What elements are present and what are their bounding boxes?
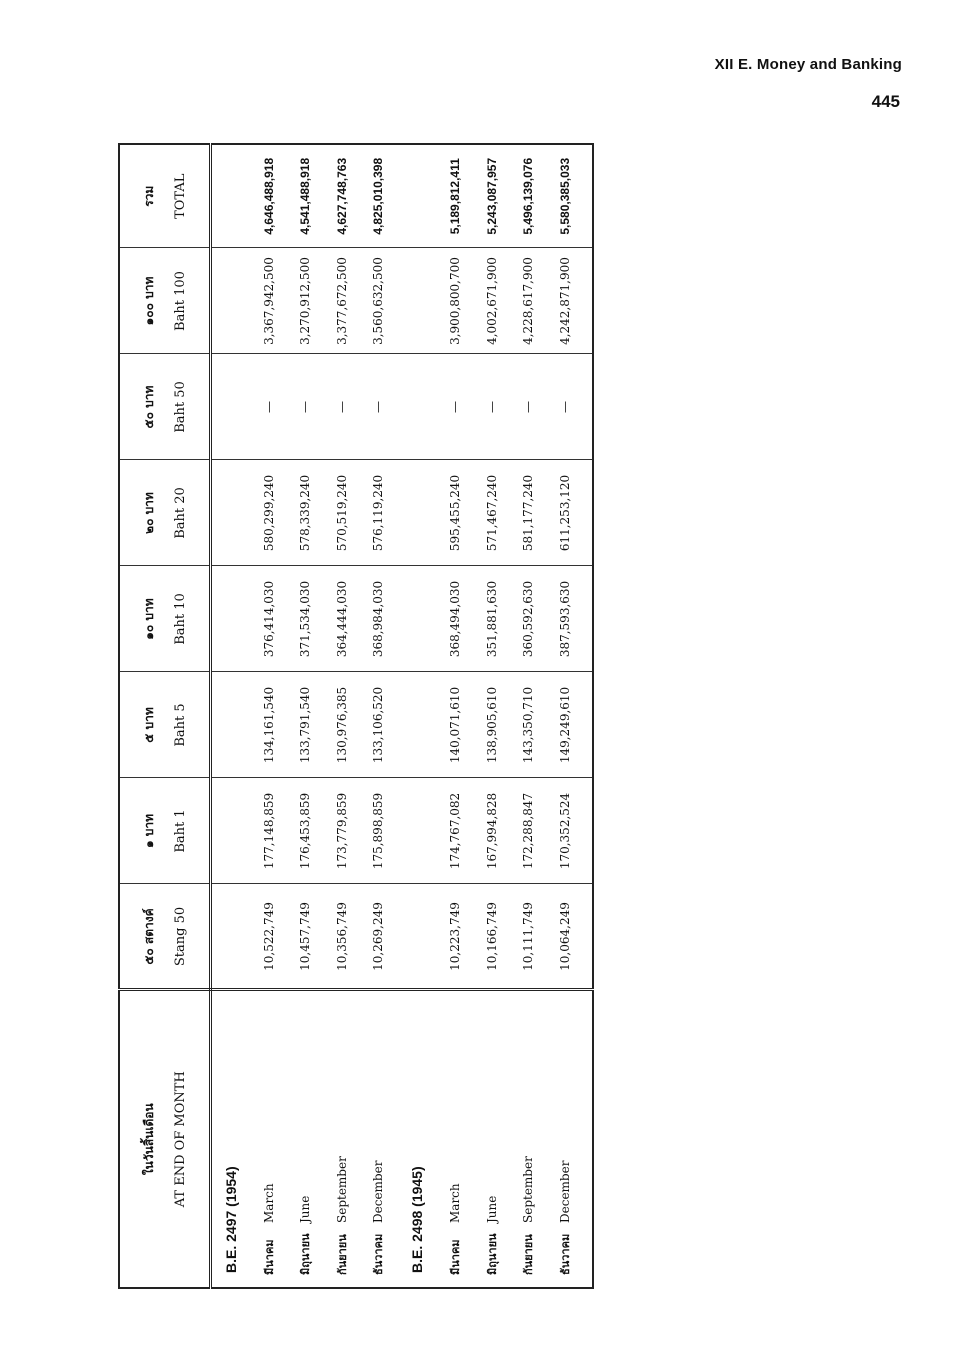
cell-baht10: 351,881,630 [473, 566, 509, 672]
cell-baht10: 368,984,030 [360, 566, 396, 672]
header-thai: ๒๐ บาท [142, 492, 157, 534]
cell-baht5: 133,791,540 [287, 672, 323, 778]
table-row [324, 144, 360, 1288]
cell-stang50: 10,522,749 [251, 884, 287, 990]
month-en: September [521, 1156, 536, 1223]
month-en: December [371, 1160, 386, 1223]
cell-total: 5,580,385,033 [557, 157, 572, 235]
table-row [473, 144, 509, 1288]
cell-baht1: 176,453,859 [287, 778, 323, 884]
header-en: Baht 5 [173, 703, 189, 747]
cell-baht50: — [546, 354, 582, 460]
cell-total: 4,646,488,918 [261, 157, 276, 235]
cell-baht5: 133,106,520 [360, 672, 396, 778]
year-row [210, 144, 251, 1288]
cell-baht100: 4,228,617,900 [510, 248, 546, 354]
month-thai: ธันวาคม [372, 1233, 386, 1275]
header-thai: รวม [142, 185, 157, 207]
cell-baht5: 138,905,610 [473, 672, 509, 778]
cell-stang50: 10,111,749 [510, 884, 546, 990]
cell-baht10: 364,444,030 [324, 566, 360, 672]
header-thai: ๕๐ บาท [142, 385, 157, 429]
cell-baht50: — [287, 354, 323, 460]
header-cell [119, 566, 210, 672]
month-en: June [484, 1195, 499, 1223]
cell-baht10: 376,414,030 [251, 566, 287, 672]
table-row [360, 144, 396, 1288]
month-thai: กันยายน [335, 1234, 349, 1275]
cell-baht20: 576,119,240 [360, 460, 396, 566]
cell-baht1: 172,288,847 [510, 778, 546, 884]
header-cell [119, 460, 210, 566]
header-thai: ๑๐๐ บาท [142, 276, 157, 326]
cell-baht1: 174,767,082 [437, 778, 473, 884]
cell-baht10: 371,534,030 [287, 566, 323, 672]
cell-baht1: 167,994,828 [473, 778, 509, 884]
year-row [396, 144, 437, 1288]
header-cell [119, 672, 210, 778]
section-title: XII E. Money and Banking [714, 56, 902, 73]
cell-baht1: 173,779,859 [324, 778, 360, 884]
cell-total: 4,627,748,763 [334, 157, 349, 235]
cell-baht10: 368,494,030 [437, 566, 473, 672]
cell-baht5: 134,161,540 [251, 672, 287, 778]
month-thai: มิถุนายน [299, 1233, 313, 1275]
page-number: 445 [871, 92, 900, 111]
cell-baht50: — [510, 354, 546, 460]
table-bottom-spacer [583, 144, 593, 1288]
table-row [251, 144, 287, 1288]
cell-baht50: — [360, 354, 396, 460]
header-cell [119, 248, 210, 354]
header-thai: ๕ บาท [142, 707, 157, 743]
header-cell [119, 144, 210, 248]
header-cell [119, 354, 210, 460]
header-en: Baht 50 [173, 381, 189, 433]
cell-total: 4,825,010,398 [371, 157, 386, 235]
cell-baht1: 175,898,859 [360, 778, 396, 884]
month-thai: มิถุนายน [485, 1233, 499, 1275]
header-thai: ๑ บาท [142, 813, 157, 849]
cell-stang50: 10,356,749 [324, 884, 360, 990]
cell-baht100: 3,377,672,500 [324, 248, 360, 354]
header-en: Baht 100 [173, 271, 189, 331]
header-thai: ในวันสิ้นเดือน [142, 1103, 157, 1176]
cell-stang50: 10,064,249 [546, 884, 582, 990]
cell-baht50: — [324, 354, 360, 460]
cell-baht100: 4,242,871,900 [546, 248, 582, 354]
header-row [119, 144, 210, 1288]
cell-baht20: 571,467,240 [473, 460, 509, 566]
cell-baht20: 581,177,240 [510, 460, 546, 566]
cell-baht5: 149,249,610 [546, 672, 582, 778]
header-en: Stang 50 [173, 906, 189, 967]
header-en: AT END OF MONTH [173, 1071, 189, 1208]
header-thai: ๕๐ สตางค์ [142, 908, 157, 965]
cell-baht100: 3,367,942,500 [251, 248, 287, 354]
cell-stang50: 10,223,749 [437, 884, 473, 990]
cell-baht10: 360,592,630 [510, 566, 546, 672]
month-en: March [448, 1183, 463, 1223]
month-thai: ธันวาคม [558, 1233, 572, 1275]
table-row [287, 144, 323, 1288]
cell-stang50: 10,166,749 [473, 884, 509, 990]
cell-baht50: — [437, 354, 473, 460]
cell-stang50: 10,269,249 [360, 884, 396, 990]
rotated-table-container [118, 145, 594, 1289]
cell-total: 4,541,488,918 [298, 157, 313, 235]
month-en: March [261, 1183, 276, 1223]
table-row [510, 144, 546, 1288]
cell-stang50: 10,457,749 [287, 884, 323, 990]
month-thai: กันยายน [522, 1234, 536, 1275]
header-en: TOTAL [173, 173, 189, 219]
table-row [437, 144, 473, 1288]
cell-baht5: 130,976,385 [324, 672, 360, 778]
month-en: September [334, 1156, 349, 1223]
cell-baht50: — [473, 354, 509, 460]
cell-total: 5,496,139,076 [521, 157, 536, 235]
header-en: Baht 1 [173, 809, 189, 853]
cell-baht100: 3,560,632,500 [360, 248, 396, 354]
cell-baht20: 570,519,240 [324, 460, 360, 566]
cell-baht50: — [251, 354, 287, 460]
cell-baht20: 611,253,120 [546, 460, 582, 566]
cell-baht100: 3,900,800,700 [437, 248, 473, 354]
month-en: December [557, 1160, 572, 1223]
table-row [546, 144, 582, 1288]
header-cell [119, 778, 210, 884]
cell-baht20: 595,455,240 [437, 460, 473, 566]
cell-baht100: 3,270,912,500 [287, 248, 323, 354]
month-thai: มีนาคม [262, 1239, 276, 1275]
month-thai: มีนาคม [449, 1239, 463, 1275]
currency-table [118, 143, 594, 1289]
month-en: June [298, 1195, 313, 1223]
header-cell [119, 884, 210, 990]
cell-baht5: 143,350,710 [510, 672, 546, 778]
year-label: B.E. 2498 (1945) [396, 990, 437, 1288]
cell-baht20: 578,339,240 [287, 460, 323, 566]
cell-total: 5,189,812,411 [448, 158, 463, 235]
header-thai: ๑๐ บาท [142, 598, 157, 640]
year-label: B.E. 2497 (1954) [210, 990, 251, 1288]
header-en: Baht 10 [173, 593, 189, 645]
cell-baht1: 177,148,859 [251, 778, 287, 884]
cell-baht10: 387,593,630 [546, 566, 582, 672]
header-cell [119, 990, 210, 1288]
cell-total: 5,243,087,957 [484, 157, 499, 235]
cell-baht5: 140,071,610 [437, 672, 473, 778]
cell-baht1: 170,352,524 [546, 778, 582, 884]
cell-baht20: 580,299,240 [251, 460, 287, 566]
header-en: Baht 20 [173, 487, 189, 539]
cell-baht100: 4,002,671,900 [473, 248, 509, 354]
